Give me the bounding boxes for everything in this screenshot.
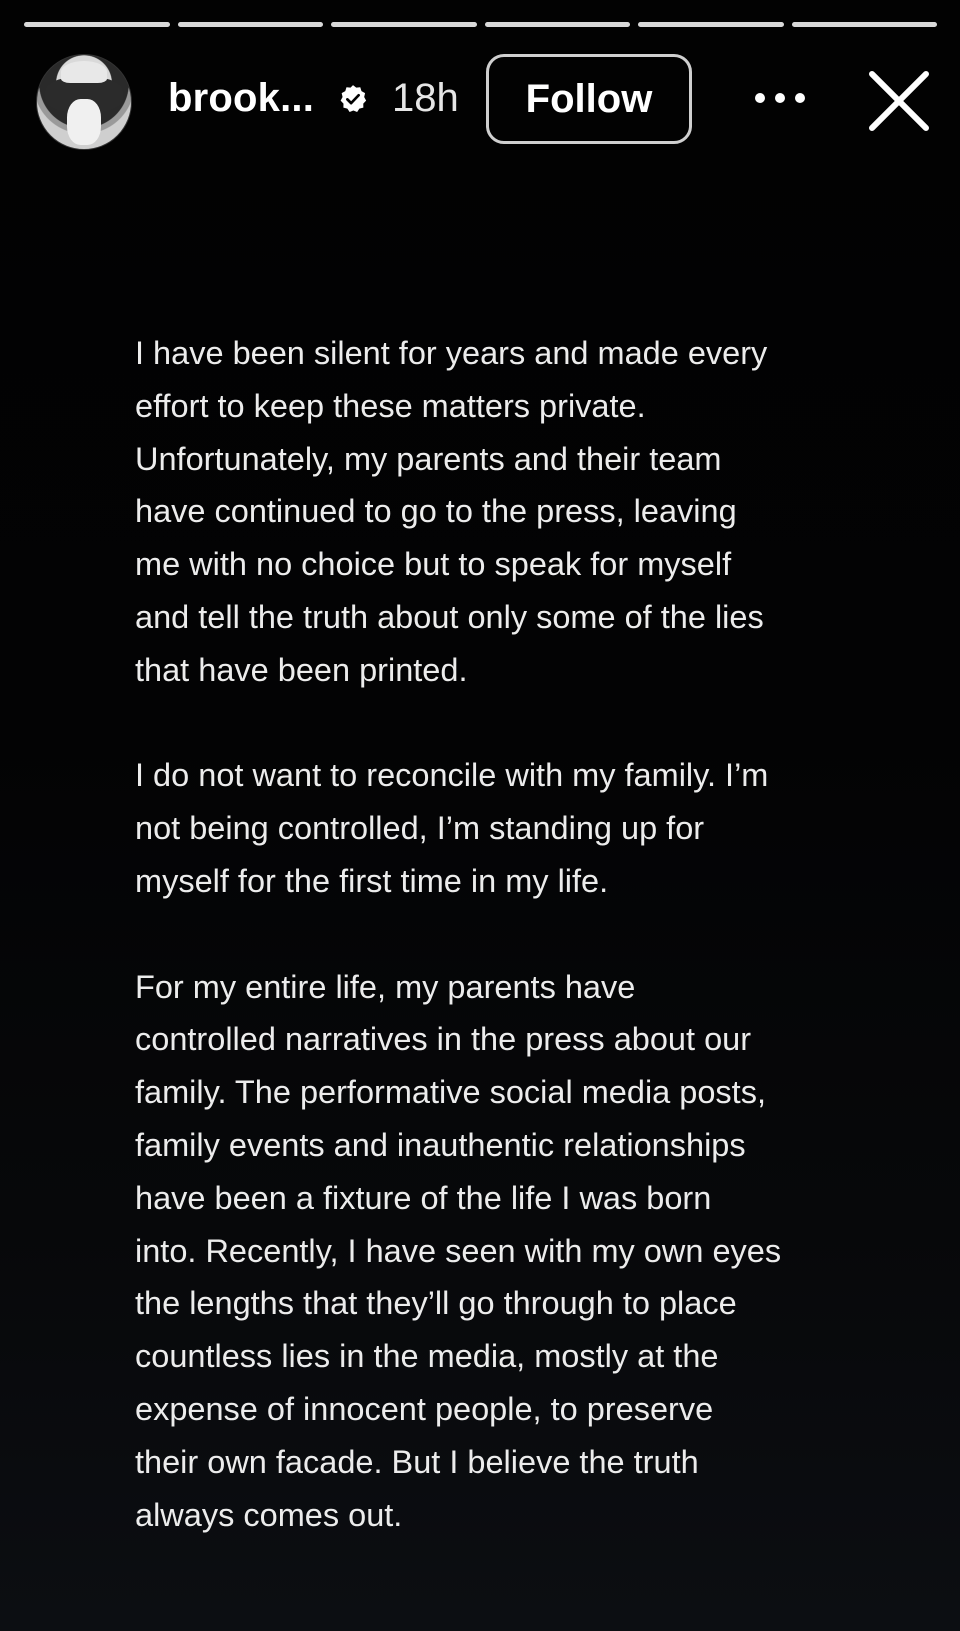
profile-avatar[interactable] xyxy=(36,54,132,150)
progress-segment-fill xyxy=(792,22,938,27)
progress-segment-fill xyxy=(24,22,170,27)
verified-badge-icon xyxy=(338,84,368,114)
paragraph-2: I do not want to reconcile with my family. I’m not being controlled, I’m standing up for myself for the first time in my life. xyxy=(135,757,769,899)
avatar-face xyxy=(67,99,101,145)
close-icon[interactable] xyxy=(866,68,932,134)
progress-segment-fill xyxy=(638,22,784,27)
progress-segment xyxy=(485,22,631,27)
progress-segment-fill xyxy=(178,22,324,27)
story-text-content xyxy=(135,327,835,1541)
paragraph-3: For my entire life, my parents have controlled narratives in the press about our family. The performative social media posts, family events and inauthentic relationships have been a fixture of the life I was born into. Recently, I have seen with my own eyes the lengths that they’ll go through to place countless lies in the media, mostly at the expense of innocent people, to preserve their own facade. But I believe the truth always comes out. xyxy=(135,968,782,1533)
more-options-icon[interactable] xyxy=(752,78,808,118)
progress-segment xyxy=(24,22,170,27)
story-header xyxy=(0,52,960,148)
paragraph-1: I have been silent for years and made every effort to keep these matters private. Unfortunately, my parents and their team have continued to go to the press, leaving me with no choice but to speak for myself and tell the truth about only some of the lies that have been printed. xyxy=(135,335,768,688)
progress-segment xyxy=(178,22,324,27)
progress-segment xyxy=(331,22,477,27)
post-time-label: 18h xyxy=(392,76,459,120)
story-progress-bar xyxy=(24,22,937,28)
username-label[interactable]: brook... xyxy=(168,76,315,120)
progress-segment-fill xyxy=(331,22,477,27)
progress-segment xyxy=(792,22,938,27)
progress-segment xyxy=(638,22,784,27)
follow-button[interactable]: Follow xyxy=(486,54,692,144)
avatar-cap xyxy=(61,61,107,83)
progress-segment-fill xyxy=(485,22,631,27)
